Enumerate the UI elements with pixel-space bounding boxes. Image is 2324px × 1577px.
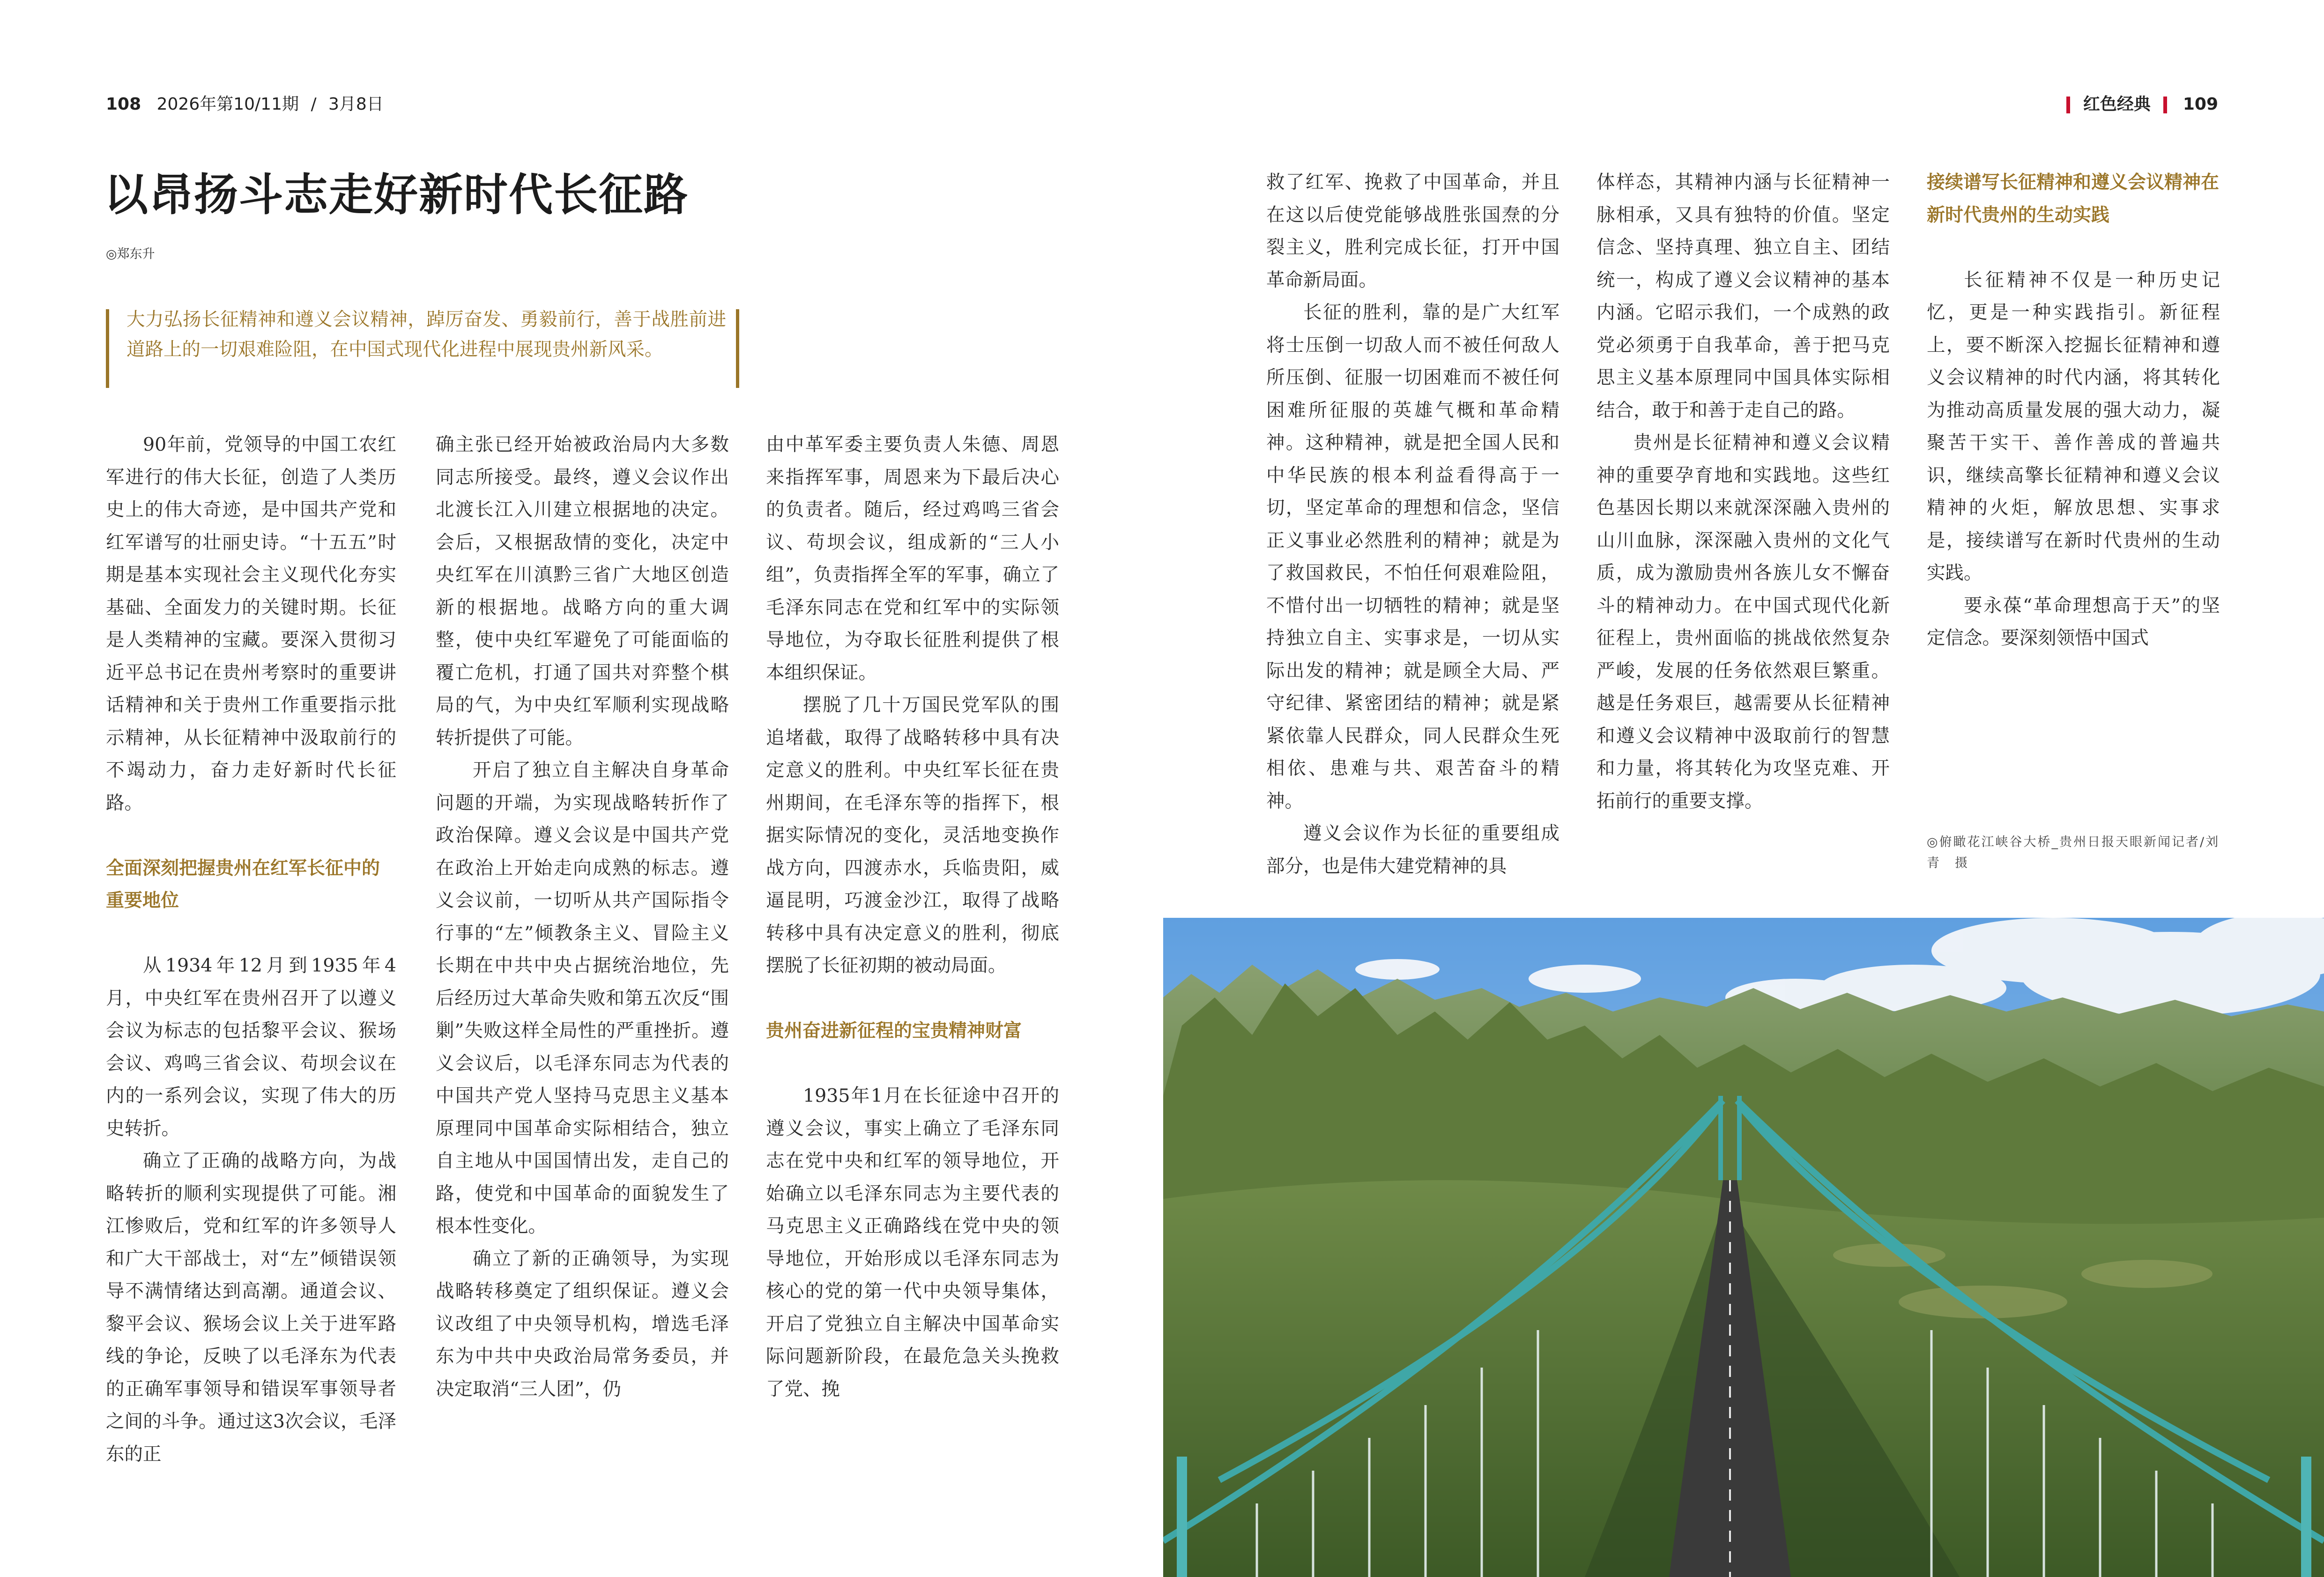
paragraph: 确立了新的正确领导，为实现战略转移奠定了组织保证。遵义会议改组了中央领导机构，增选毛泽东为中共中央政治局常务委员，并决定取消“三人团”，仍: [436, 1248, 729, 1400]
paragraph: 由中革军委主要负责人朱德、周恩来指挥军事，周恩来为下最后决心的负责者。随后，经过鸡鸣三省会议、苟坝会议，组成新的“三人小组”，负责指挥全军的军事，确立了毛泽东同志在党和红军中的实际领导地位，为夺取长征胜利提供了根本组织保证。: [766, 434, 1059, 684]
paragraph: 确立了正确的战略方向，为战略转折的顺利实现提供了可能。湘江惨败后，党和红军的许多领导人和广大干部战士，对“左”倾错误领导不满情绪达到高潮。通道会议、黎平会议、猴场会议上关于进军路线的争论，反映了以毛泽东为代表的正确军事领导和错误军事领导者之间的斗争。通过这3次会议，毛泽东的正: [106, 1150, 396, 1465]
column-4: [1266, 166, 1559, 883]
bridge-illustration: [1163, 918, 2324, 1577]
column-2: [436, 429, 729, 1406]
paragraph: 体样态，其精神内涵与长征精神一脉相承，又具有独特的价值。坚定信念、坚持真理、独立自主、团结统一，构成了遵义会议精神的基本内涵。它昭示我们，一个成熟的政党必须勇于自我革命，善于把马克思主义基本原理同中国具体实际相结合，敢于和善于走自己的路。: [1596, 171, 1890, 421]
paragraph: 1935年1月在长征途中召开的遵义会议，事实上确立了毛泽东同志在党中央和红军的领导地位，开始确立以毛泽东同志为主要代表的马克思主义正确路线在党中央的领导地位，开始形成以毛泽东同志为核心的党的第一代中央领导集体，开启了党独立自主解决中国革命实际问题新阶段，在最危急关头挽救了党、挽: [766, 1085, 1059, 1400]
bridge-photo: [1163, 918, 2324, 1577]
lead-right-rule: [736, 309, 739, 388]
paragraph: 从1934年12月到1935年4月，中央红军在贵州召开了以遵义会议为标志的包括黎平会议、猴场会议、鸡鸣三省会议、苟坝会议在内的一系列会议，实现了伟大的历史转折。: [106, 955, 396, 1139]
paragraph: 遵义会议作为长征的重要组成部分，也是伟大建党精神的具: [1266, 823, 1559, 877]
paragraph: 长征的胜利，靠的是广大红军将士压倒一切敌人而不被任何敌人所压倒、征服一切困难而不被任何困难所征服的英雄气概和革命精神。这种精神，就是把全国人民和中华民族的根本利益看得高于一切，坚定革命的理想和信念，坚信正义事业必然胜利的精神；就是为了救国救民，不怕任何艰难险阻，不惜付出一切牺牲的精神；就是坚持独立自主、实事求是，一切从实际出发的精神；就是顾全大局、严守纪律、紧密团结的精神；就是紧紧依靠人民群众，同人民群众生死相依、患难与共、艰苦奋斗的精神。: [1266, 302, 1559, 812]
column-1: [106, 429, 396, 1471]
paragraph: 长征精神不仅是一种历史记忆，更是一种实践指引。新征程上，要不断深入挖掘长征精神和遵义会议精神的时代内涵，将其转化为推动高质量发展的强大动力，凝聚苦干实干、善作善成的普遍共识，继续高擎长征精神和遵义会议精神的火炬，解放思想、实事求是，接续谱写在新时代贵州的生动实践。: [1927, 269, 2220, 584]
section-heading: 全面深刻把握贵州在红军长征中的重要地位: [106, 857, 380, 911]
lead-left-rule: [106, 309, 109, 388]
red-marker-right: [2163, 97, 2167, 113]
section-heading: 贵州奋进新征程的宝贵精神财富: [766, 1020, 1022, 1041]
section-spacer: [766, 1048, 1059, 1080]
author-byline: ◎郑东升: [106, 247, 155, 261]
photo-caption: ◎俯瞰花江峡谷大桥_贵州日报天眼新闻记者/刘青 摄: [1927, 835, 2220, 870]
column-3: [766, 429, 1059, 1406]
paragraph: 贵州是长征精神和遵义会议精神的重要孕育地和实践地。这些红色基因长期以来就深深融入贵州的山川血脉，深深融入贵州的文化气质，成为激励贵州各族儿女不懈奋斗的精神动力。在中国式现代化新征程上，贵州面临的挑战依然复杂严峻，发展的任务依然艰巨繁重。越是任务艰巨，越需要从长征精神和遵义会议精神中汲取前行的智慧和力量，将其转化为攻坚克难、开拓前行的重要支撑。: [1596, 432, 1890, 812]
section-spacer: [1927, 231, 2220, 264]
section-spacer: [766, 982, 1059, 1015]
column-5: [1596, 166, 1890, 818]
section-spacer: [106, 819, 396, 852]
paragraph: 确主张已经开始被政治局内大多数同志所接受。最终，遵义会议作出北渡长江入川建立根据地的决定。会后，又根据敌情的变化，决定中央红军在川滇黔三省广大地区创造新的根据地。战略方向的重大调整，使中央红军避免了可能面临的覆亡危机，打通了国共对弈整个棋局的气，为中央红军顺利实现战略转折提供了可能。: [436, 434, 729, 749]
issue-number: 2026年第10/11期: [156, 95, 299, 114]
right-page-number: 109: [2183, 95, 2218, 114]
header-separator: /: [311, 95, 317, 114]
paragraph: 摆脱了几十万国民党军队的围追堵截，取得了战略转移中具有决定意义的胜利。中央红军长征在贵州期间，在毛泽东等的指挥下，根据实际情况的变化，灵活地变换作战方向，四渡赤水，兵临贵阳，威逼昆明，巧渡金沙江，取得了战略转移中具有决定意义的胜利，彻底摆脱了长征初期的被动局面。: [766, 694, 1059, 976]
red-marker-left: [2066, 97, 2070, 113]
issue-date: 3月8日: [328, 95, 384, 114]
article-title: 以昂扬斗志走好新时代长征路: [104, 169, 689, 221]
section-label: 红色经典: [2083, 95, 2151, 114]
paragraph: 救了红军、挽救了中国革命，并且在这以后使党能够战胜张国焘的分裂主义，胜利完成长征，打开中国革命新局面。: [1266, 171, 1559, 291]
paragraph: 要永葆“革命理想高于天”的坚定信念。要深刻领悟中国式: [1927, 595, 2220, 649]
section-spacer: [106, 917, 396, 950]
left-page-number: 108: [106, 95, 141, 114]
column-6: [1927, 166, 2220, 655]
paragraph: 开启了独立自主解决自身革命问题的开端，为实现战略转折作了政治保障。遵义会议是中国共产党在政治上开始走向成熟的标志。遵义会议前，一切听从共产国际指令行事的“左”倾教条主义、冒险主义长期在中共中央占据统治地位，先后经历过大革命失败和第五次反“围剿”失败这样全局性的严重挫折。遵义会议后，以毛泽东同志为代表的中国共产党人坚持马克思主义基本原理同中国革命实际相结合，独立自主地从中国国情出发，走自己的路，使党和中国革命的面貌发生了根本性变化。: [436, 759, 729, 1237]
section-heading: 接续谱写长征精神和遵义会议精神在新时代贵州的生动实践: [1927, 172, 2220, 226]
lead-summary: 大力弘扬长征精神和遵义会议精神，踔厉奋发、勇毅前行，善于战胜前进道路上的一切艰难险阻，在中国式现代化进程中展现贵州新风采。: [126, 309, 726, 360]
paragraph: 90年前，党领导的中国工农红军进行的伟大长征，创造了人类历史上的伟大奇迹，是中国共产党和红军谱写的壮丽史诗。“十五五”时期是基本实现社会主义现代化夯实基础、全面发力的关键时期。长征是人类精神的宝藏。要深入贯彻习近平总书记在贵州考察时的重要讲话精神和关于贵州工作重要指示批示精神，从长征精神中汲取前行的不竭动力，奋力走好新时代长征路。: [106, 434, 396, 814]
left-running-header: [106, 91, 384, 115]
right-running-header: [2066, 91, 2218, 115]
